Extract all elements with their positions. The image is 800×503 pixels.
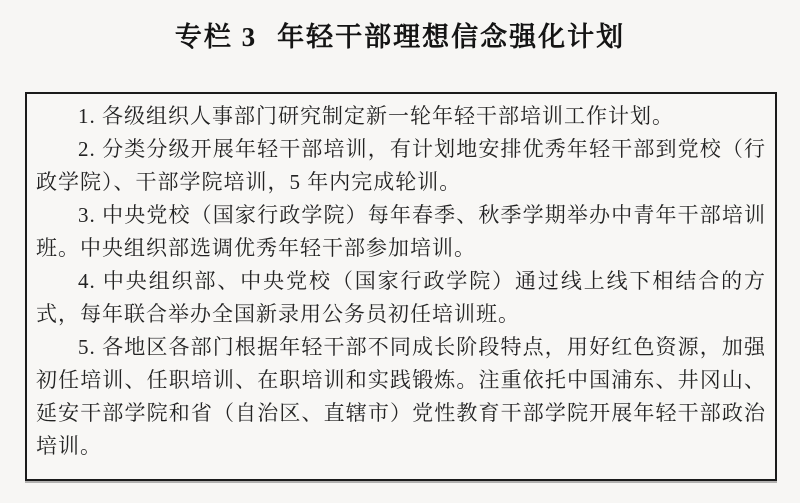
plan-item-2: 2. 分类分级开展年轻干部培训，有计划地安排优秀年轻干部到党校（行政学院）、干部学院培训，5 年内完成轮训。	[36, 137, 766, 194]
page-title-text: 年轻干部理想信念强化计划	[277, 22, 626, 52]
page-title-label: 专栏 3	[174, 22, 258, 52]
page-title	[0, 0, 800, 54]
plan-item-1: 1. 各级组织人事部门研究制定新一轮年轻干部培训工作计划。	[78, 104, 674, 128]
plan-item-4: 4. 中央组织部、中央党校（国家行政学院）通过线上线下相结合的方式，每年联合举办全国新录用公务员初任培训班。	[36, 269, 766, 326]
plan-box	[25, 92, 777, 481]
plan-item-3: 3. 中央党校（国家行政学院）每年春季、秋季学期举办中青年干部培训班。中央组织部选调优秀年轻干部参加培训。	[36, 203, 766, 260]
plan-item-5: 5. 各地区各部门根据年轻干部不同成长阶段特点，用好红色资源，加强初任培训、任职培训、在职培训和实践锻炼。注重依托中国浦东、井冈山、延安干部学院和省（自治区、直辖市）党性教育干部学院开展年轻干部政治培训。	[36, 335, 766, 458]
